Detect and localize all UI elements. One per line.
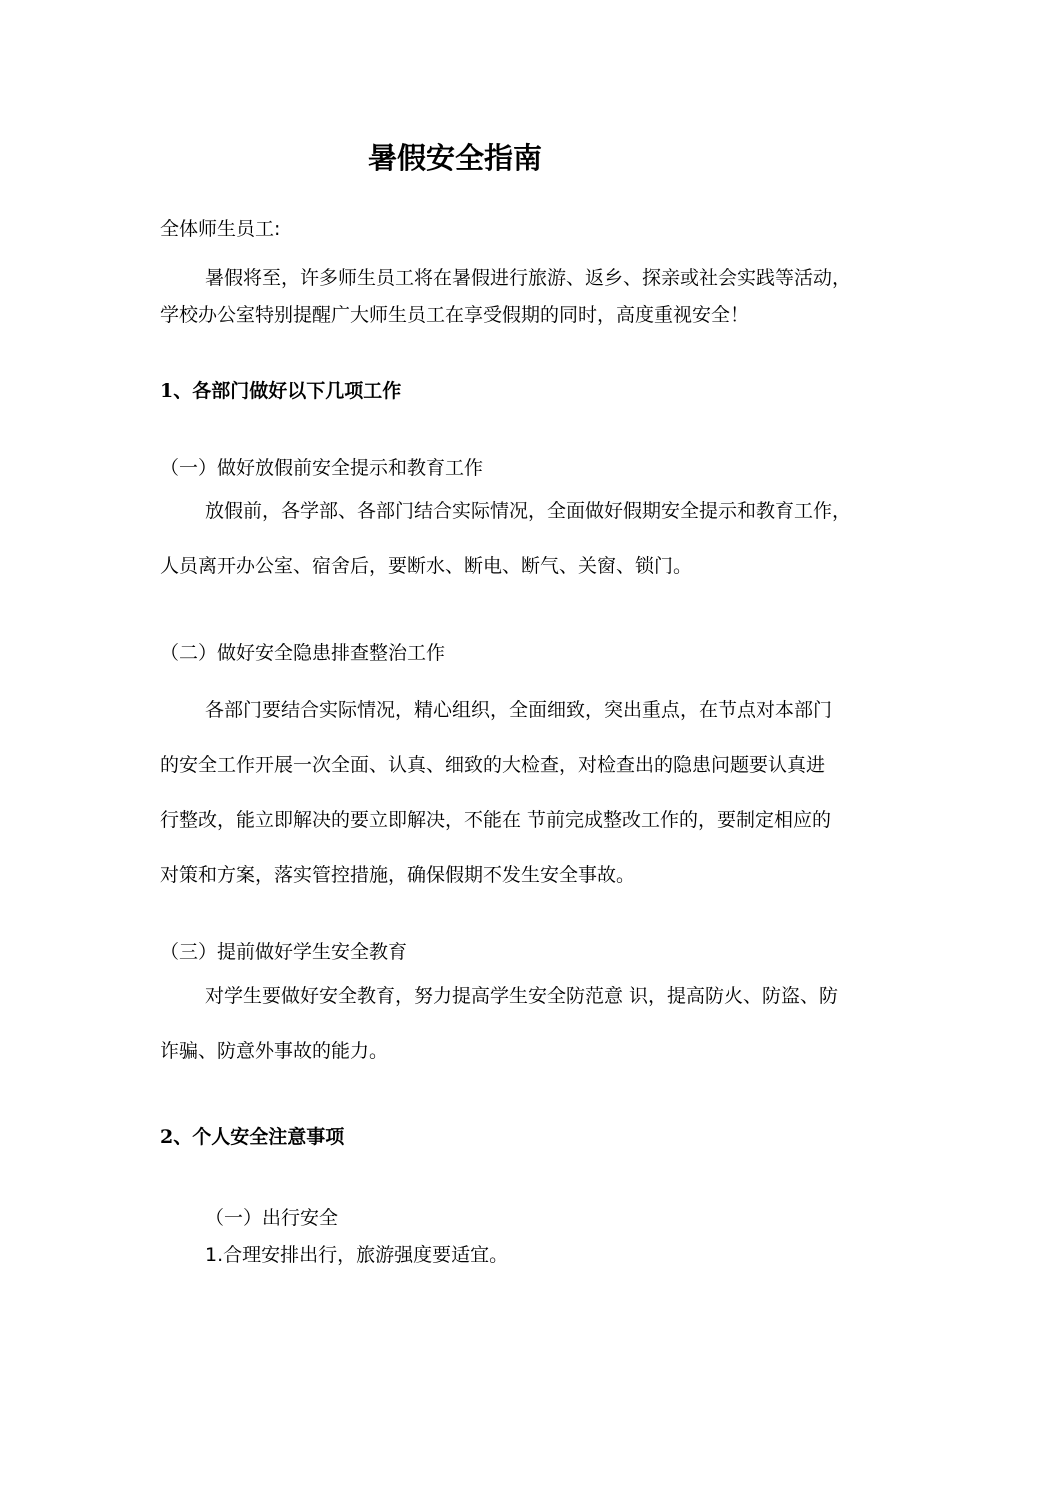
section-2-heading <box>160 1124 344 1150</box>
subsection-3-line-1: 对学生要做好安全教育，努力提高学生安全防范意 识，提高防火、防盗、防 <box>205 985 839 1007</box>
intro-line-1: 暑假将至，许多师生员工将在暑假进行旅游、返乡、探亲或社会实践等活动， <box>205 267 852 289</box>
subsection-2-heading: （二）做好安全隐患排查整治工作 <box>160 642 446 664</box>
subsection-1-heading: （一）做好放假前安全提示和教育工作 <box>160 457 484 479</box>
salutation: 全体师生员工: <box>160 218 281 240</box>
section-2-title: 个人安全注意事项 <box>192 1126 345 1148</box>
section-2-subheading: （一）出行安全 <box>205 1207 339 1229</box>
subsection-1-line-1: 放假前，各学部、各部门结合实际情况，全面做好假期安全提示和教育工作， <box>205 500 852 522</box>
subsection-1-line-2: 人员离开办公室、宿舍后，要断水、断电、断气、关窗、锁门。 <box>160 555 693 577</box>
section-1-title: 各部门做好以下几项工作 <box>192 380 402 402</box>
subsection-2-line-1: 各部门要结合实际情况，精心组织，全面细致，突出重点，在节点对本部门 <box>205 699 833 721</box>
intro-line-2: 学校办公室特别提醒广大师生员工在享受假期的同时，高度重视安全！ <box>160 304 750 326</box>
section-1-heading <box>160 378 401 404</box>
subsection-2-line-4: 对策和方案，落实管控措施，确保假期不发生安全事故。 <box>160 864 636 886</box>
section-2-number: 2、 <box>160 1126 193 1148</box>
subsection-2-line-3: 行整改，能立即解决的要立即解决，不能在 节前完成整改工作的，要制定相应的 <box>160 809 832 831</box>
subsection-3-heading: （三）提前做好学生安全教育 <box>160 941 408 963</box>
section-1-number: 1、 <box>160 380 193 402</box>
subsection-3-line-2: 诈骗、防意外事故的能力。 <box>160 1040 389 1062</box>
section-2-line-1: 1.合理安排出行，旅游强度要适宜。 <box>205 1244 509 1266</box>
document-title: 暑假安全指南 <box>368 141 543 175</box>
subsection-2-line-2: 的安全工作开展一次全面、认真、细致的大检查，对检查出的隐患问题要认真进 <box>160 754 826 776</box>
